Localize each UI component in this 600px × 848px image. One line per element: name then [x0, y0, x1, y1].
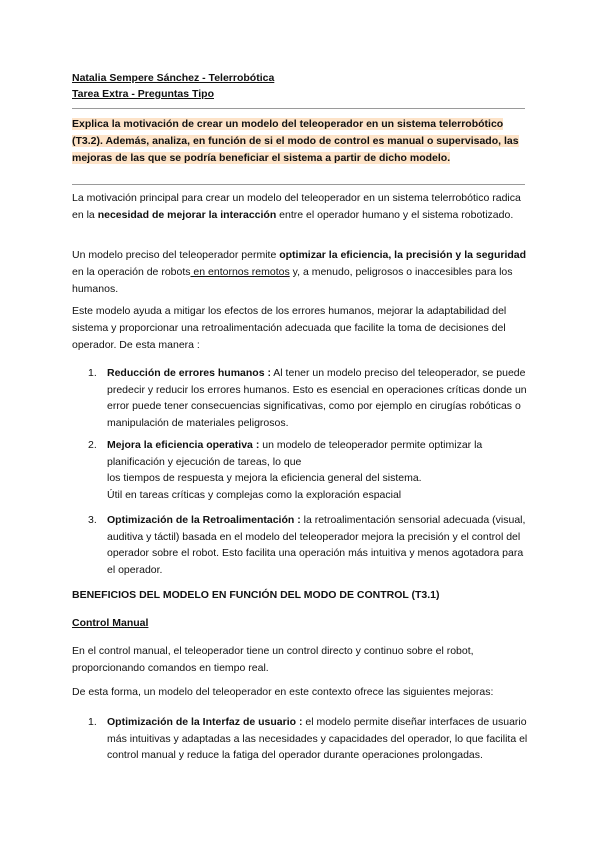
- divider-bottom: [72, 184, 525, 185]
- intro-p2-emphasis: optimizar la eficiencia, la precisión y la seguridad: [279, 249, 527, 261]
- question-block: [72, 116, 527, 167]
- list-item-text: Al tener un modelo preciso del teleoperador, se puede predecir y reducir los errores humanos. Esto es esencial en operaciones críticas donde un error puede tener consecuencias significativas, como por ejemplo en cirugías robóticas o manipulación de materiales peligrosos.: [107, 367, 527, 429]
- intro-p2-text-c: en la operación de robots: [72, 265, 191, 278]
- intro-p2-text-a: Un modelo preciso del teleoperador permite: [72, 249, 280, 261]
- list-item-title: Mejora la eficiencia operativa :: [107, 439, 260, 451]
- list-item-text: el modelo permite diseñar interfaces de usuario más intuitivas y adaptadas a las necesidades y capacidades del operador, lo que facilita el control manual y reduce la fatiga del operador durante operaciones prolongadas.: [107, 716, 528, 761]
- intro-p1-text-a: La motivación principal para crear un modelo del teleoperador en un sistema telerrobótico radica en la: [72, 192, 521, 221]
- list-item-text: la retroalimentación sensorial adecuada (visual, auditiva y táctil) basada en el modelo del teleoperador mejora la precisión y el control del operador sobre el robot. Esto facilita una operación más intuitiva y menos agotadora para el operador.: [107, 514, 526, 576]
- list-number: 1.: [88, 367, 97, 379]
- list-item-text: un modelo de teleoperador permite optimizar la planificación y ejecución de tareas, lo que: [107, 439, 483, 468]
- list-item-body: [107, 714, 529, 764]
- intro-p1-emphasis: necesidad de mejorar la interacción: [97, 208, 277, 221]
- manual-paragraph-1: En el control manual, el teleoperador tiene un control directo y continuo sobre el robot, proporcionando comandos en tiempo real.: [72, 645, 474, 674]
- list-item-body: [107, 437, 529, 503]
- question-text: Explica la motivación de crear un modelo del teleoperador en un sistema telerrobótico (T3.2). Además, analiza, en función de si el modo de control es manual o supervisado, las mejoras de las que se podría beneficiar el sistema a partir de dicho modelo.: [72, 118, 519, 164]
- intro-p1-text-c: entre el operador humano y el sistema robotizado.: [276, 208, 514, 221]
- list-item-title: Optimización de la Interfaz de usuario :: [107, 716, 303, 728]
- subsection-heading: Control Manual: [72, 617, 149, 629]
- list-item-title: Optimización de la Retroalimentación :: [107, 514, 301, 526]
- manual-paragraph-2: De esta forma, un modelo del teleoperador en este contexto ofrece las siguientes mejoras:: [72, 686, 494, 698]
- list-item-body: [107, 512, 529, 578]
- section-heading: BENEFICIOS DEL MODELO EN FUNCIÓN DEL MODO DE CONTROL (T3.1): [72, 589, 440, 601]
- list-item-text-line-3: Útil en tareas críticas y complejas como la exploración espacial: [107, 488, 402, 501]
- list-number: 3.: [88, 514, 97, 526]
- divider-top: [72, 108, 525, 109]
- assignment-subtitle: Tarea Extra - Preguntas Tipo: [72, 88, 214, 100]
- intro-p2-text-e: y, a menudo, peligrosos o inaccesibles para los humanos.: [72, 265, 513, 295]
- intro-p2-underlined: en entornos remotos: [190, 265, 290, 278]
- list-number: 2.: [88, 439, 97, 451]
- list-number: 1.: [88, 716, 97, 728]
- list-item-text-line-2: los tiempos de respuesta y mejora la eficiencia general del sistema.: [107, 472, 422, 484]
- intro-paragraph-2: [72, 247, 528, 297]
- list-item-body: [107, 365, 529, 431]
- list-item-title: Reducción de errores humanos :: [107, 367, 271, 379]
- intro-paragraph-3: Este modelo ayuda a mitigar los efectos de los errores humanos, mejorar la adaptabilidad del sistema y proporcionar una retroalimentación adecuada que facilite la toma de decisiones del operador. De esta manera :: [72, 305, 507, 351]
- author-course-heading: Natalia Sempere Sánchez - Telerrobótica: [72, 72, 275, 84]
- intro-paragraph-1: [72, 190, 528, 224]
